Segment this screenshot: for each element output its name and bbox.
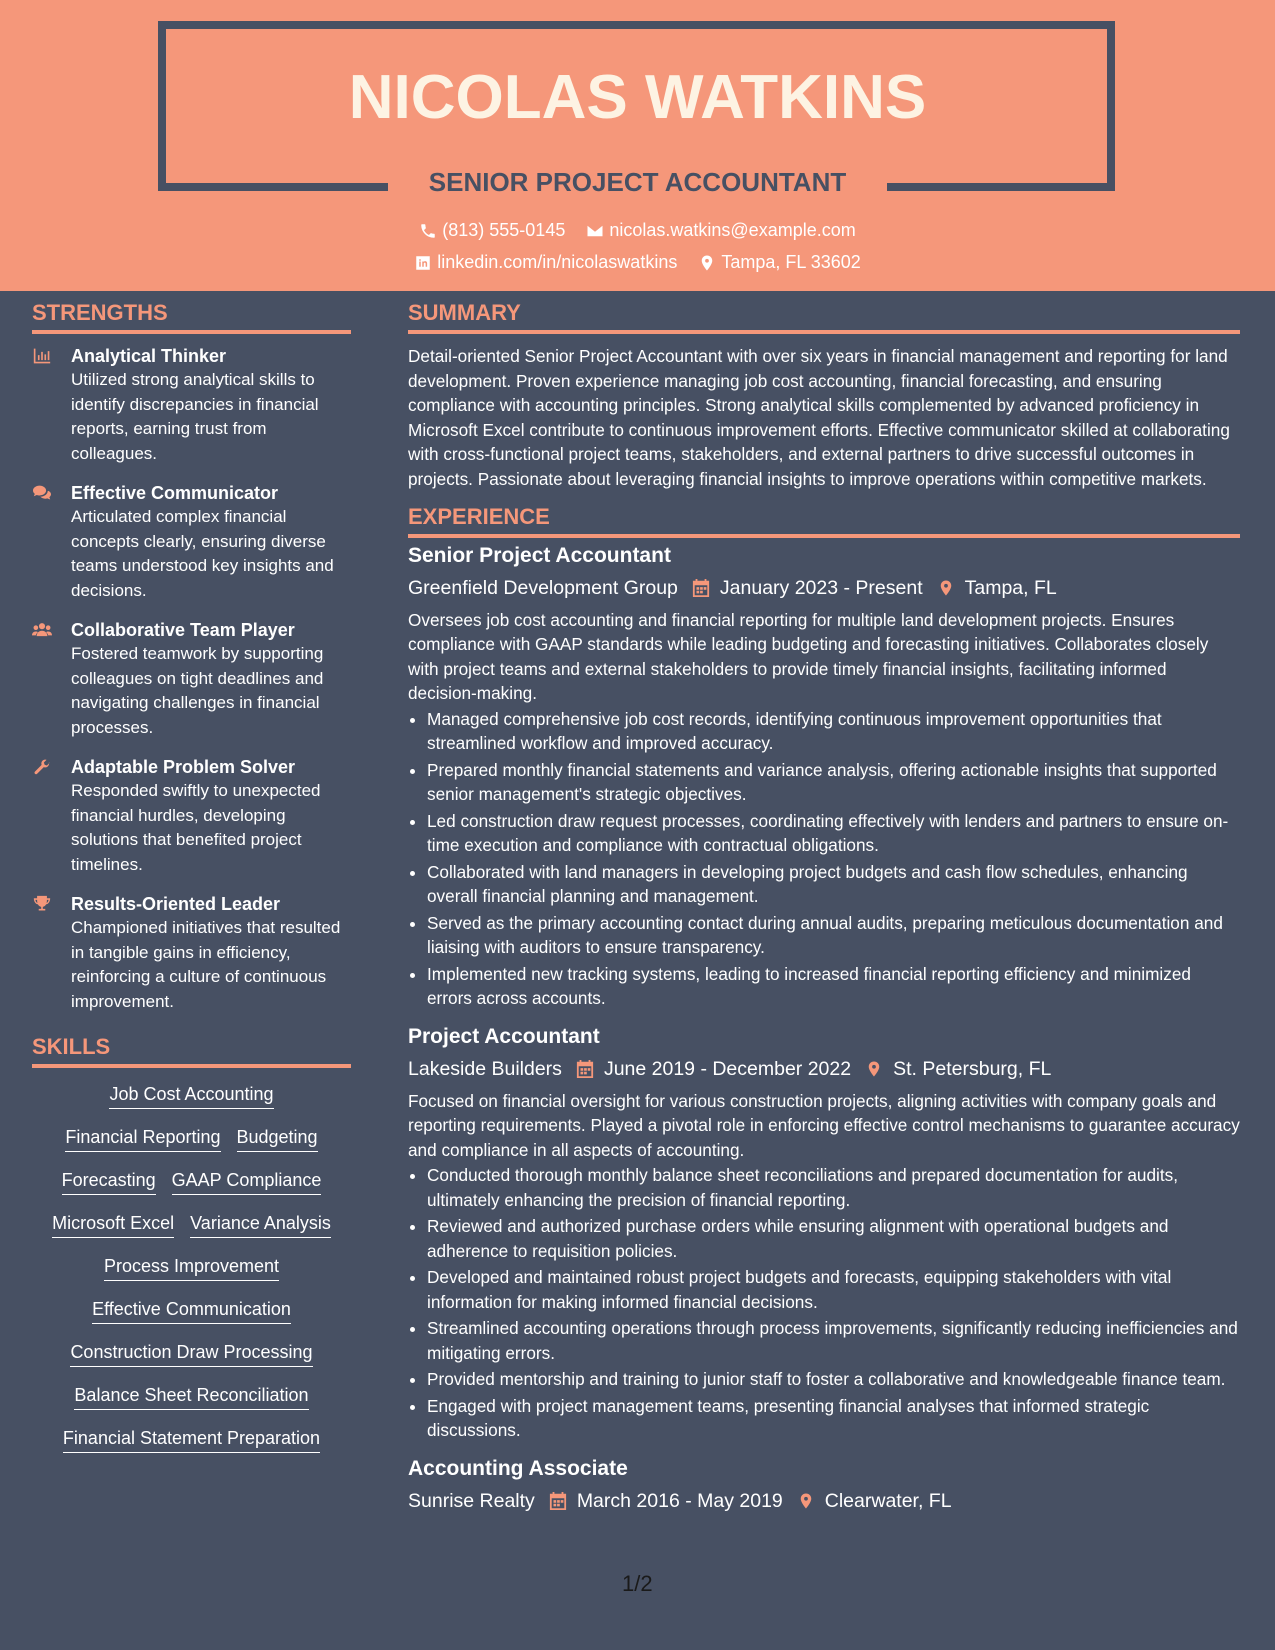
contact-row-2: [0, 252, 1275, 277]
job-location: St. Petersburg, FL: [893, 1057, 1052, 1080]
location-item: [698, 252, 860, 273]
skills-heading: SKILLS: [32, 1034, 351, 1068]
strength-desc: Articulated complex financial concepts clearly, ensuring diverse teams understood key insights and decisions.: [71, 507, 334, 600]
calendar-icon: [549, 1491, 567, 1511]
contact-row-1: [0, 220, 1275, 245]
summary-text: Detail-oriented Senior Project Accountant with over six years in financial management and reporting for land development. Proven experience managing job cost accounting, financial forecasting, and ensuring compliance with accounting principles. Strong analytical skills complemented by advanced proficiency in Microsoft Excel contribute to continuous improvement efforts. Effective communicator skilled at collaborating with cross-functional project teams, stakeholders, and external partners to drive successful outcomes in projects. Passionate about leveraging financial insights to improve operations within competitive markets.: [408, 346, 1230, 489]
strength-item: [32, 344, 351, 466]
experience-heading: EXPERIENCE: [408, 504, 1240, 538]
strength-title: Results-Oriented Leader: [71, 894, 281, 914]
job-bullets: [408, 707, 1240, 1011]
job-position: Senior Project Accountant: [408, 543, 671, 567]
job-entry: [408, 542, 1240, 1011]
email-item[interactable]: [586, 220, 855, 241]
bullet-item: • Served as the primary accounting contact during annual audits, preparing meticulous documentation and liaising with auditors to ensure transparency.: [427, 911, 1240, 960]
strength-title: Adaptable Problem Solver: [71, 757, 296, 777]
job-company: Lakeside Builders: [408, 1057, 562, 1080]
skill-tag: Balance Sheet Reconciliation: [74, 1383, 308, 1410]
phone-item: [419, 220, 565, 241]
strength-item: [32, 618, 351, 740]
job-position: Project Accountant: [408, 1024, 600, 1048]
bullet-item: • Implemented new tracking systems, leading to increased financial reporting efficiency and minimized errors across accounts.: [427, 962, 1240, 1011]
skills-list: [32, 1082, 351, 1453]
job-description: Oversees job cost accounting and financial reporting for multiple land development projects. Ensures compliance with GAAP standards while leading budgeting and forecasting initiatives. Collaborates closely with project teams and external stakeholders to provide timely financial insights, facilitating informed decision-making.: [408, 609, 1209, 704]
bullet-item: • Collaborated with land managers in developing project budgets and cash flow schedules, enhancing overall financial planning and management.: [427, 860, 1240, 909]
job-dates: June 2019 - December 2022: [603, 1057, 852, 1080]
job-dates: January 2023 - Present: [719, 576, 923, 599]
map-marker-icon: [937, 578, 955, 598]
bullet-item: • Managed comprehensive job cost records, identifying continuous improvement opportunities that streamlined workflow and improved accuracy.: [427, 707, 1240, 756]
strength-title: Collaborative Team Player: [71, 620, 295, 640]
job-location: Clearwater, FL: [824, 1489, 952, 1512]
envelope-icon: [586, 222, 604, 240]
calendar-icon: [576, 1059, 594, 1079]
skill-tag: Construction Draw Processing: [70, 1340, 312, 1367]
linkedin-item[interactable]: [414, 252, 677, 273]
skill-tag: Microsoft Excel: [52, 1211, 174, 1238]
bullet-item: • Prepared monthly financial statements and variance analysis, offering actionable insights that supported senior management's strategic objectives.: [427, 758, 1240, 807]
header-banner: [0, 0, 1275, 291]
skill-tag: GAAP Compliance: [172, 1168, 322, 1195]
bullet-item: • Engaged with project management teams, presenting financial analyses that informed strategic discussions.: [427, 1394, 1240, 1443]
job-position: Accounting Associate: [408, 1456, 628, 1480]
job-location: Tampa, FL: [964, 576, 1057, 599]
skill-tag: Budgeting: [237, 1125, 318, 1152]
job-meta: [408, 574, 1240, 602]
strength-item: [32, 481, 351, 603]
page-number: 1/2: [622, 1571, 653, 1596]
linkedin-icon: [414, 254, 432, 272]
bullet-item: • Developed and maintained robust project budgets and forecasts, equipping stakeholders with vital information for making informed financial decisions.: [427, 1265, 1240, 1314]
bullet-item: • Streamlined accounting operations through process improvements, significantly reducing inefficiencies and mitigating errors.: [427, 1316, 1240, 1365]
users-icon: [32, 621, 52, 639]
strength-title: Analytical Thinker: [71, 346, 227, 366]
skill-tag: Financial Statement Preparation: [63, 1426, 320, 1453]
job-description: Focused on financial oversight for various construction projects, aligning activities with company goals and reporting requirements. Played a pivotal role in enforcing effective control mechanisms to guarantee accuracy and compliance in all aspects of accounting.: [408, 1090, 1240, 1160]
calendar-icon: [692, 578, 710, 598]
skill-tag: Financial Reporting: [65, 1125, 220, 1152]
skill-tag: Job Cost Accounting: [109, 1082, 273, 1109]
skill-tag: Variance Analysis: [190, 1211, 331, 1238]
phone-icon: [419, 222, 437, 240]
bullet-item: • Conducted thorough monthly balance sheet reconciliations and prepared documentation for audits, ultimately enhancing the precision of financial reporting.: [427, 1163, 1240, 1212]
summary-heading: SUMMARY: [408, 300, 1240, 334]
candidate-name: NICOLAS WATKINS: [348, 63, 927, 132]
job-company: Sunrise Realty: [408, 1489, 535, 1512]
linkedin-text[interactable]: linkedin.com/in/nicolaswatkins: [437, 252, 678, 272]
job-meta: [408, 1487, 1240, 1515]
strength-desc: Championed initiatives that resulted in tangible gains in efficiency, reinforcing a culture of continuous improvement.: [71, 918, 341, 1011]
skill-tag: Effective Communication: [92, 1297, 291, 1324]
job-dates: March 2016 - May 2019: [576, 1489, 783, 1512]
map-marker-icon: [797, 1491, 815, 1511]
strength-title: Effective Communicator: [71, 483, 279, 503]
phone-text: (813) 555-0145: [442, 220, 566, 240]
strength-item: [32, 892, 351, 1014]
job-company: Greenfield Development Group: [408, 576, 678, 599]
chart-icon: [32, 347, 52, 365]
bullet-item: • Reviewed and authorized purchase orders while ensuring alignment with operational budgets and adherence to requisition policies.: [427, 1214, 1240, 1263]
strengths-heading: STRENGTHS: [32, 300, 351, 334]
strength-desc: Fostered teamwork by supporting colleagues on tight deadlines and navigating challenges in financial processes.: [71, 644, 324, 737]
left-column: [32, 300, 351, 1469]
trophy-icon: [32, 895, 52, 913]
comments-icon: [32, 484, 52, 502]
bullet-item: • Led construction draw request processes, coordinating effectively with lenders and partners to ensure on-time execution and compliance with contractual obligations.: [427, 809, 1240, 858]
strength-desc: Utilized strong analytical skills to identify discrepancies in financial reports, earning trust from colleagues.: [71, 370, 319, 463]
skill-tag: Process Improvement: [104, 1254, 279, 1281]
job-entry: [408, 1023, 1240, 1443]
wrench-icon: [32, 758, 52, 776]
location-text: Tampa, FL 33602: [721, 252, 861, 272]
strength-item: [32, 755, 351, 877]
job-meta: [408, 1055, 1240, 1083]
right-column: [408, 300, 1240, 1515]
job-bullets: [408, 1163, 1240, 1443]
bullet-item: • Provided mentorship and training to junior staff to foster a collaborative and knowledgeable finance team.: [427, 1367, 1240, 1392]
job-title-heading: SENIOR PROJECT ACCOUNTANT: [428, 167, 847, 197]
email-text[interactable]: nicolas.watkins@example.com: [609, 220, 856, 240]
skill-tag: Forecasting: [62, 1168, 156, 1195]
map-marker-icon: [698, 254, 716, 272]
job-entry: [408, 1455, 1240, 1515]
map-marker-icon: [865, 1059, 883, 1079]
strength-desc: Responded swiftly to unexpected financial hurdles, developing solutions that benefited project timelines.: [71, 781, 321, 874]
